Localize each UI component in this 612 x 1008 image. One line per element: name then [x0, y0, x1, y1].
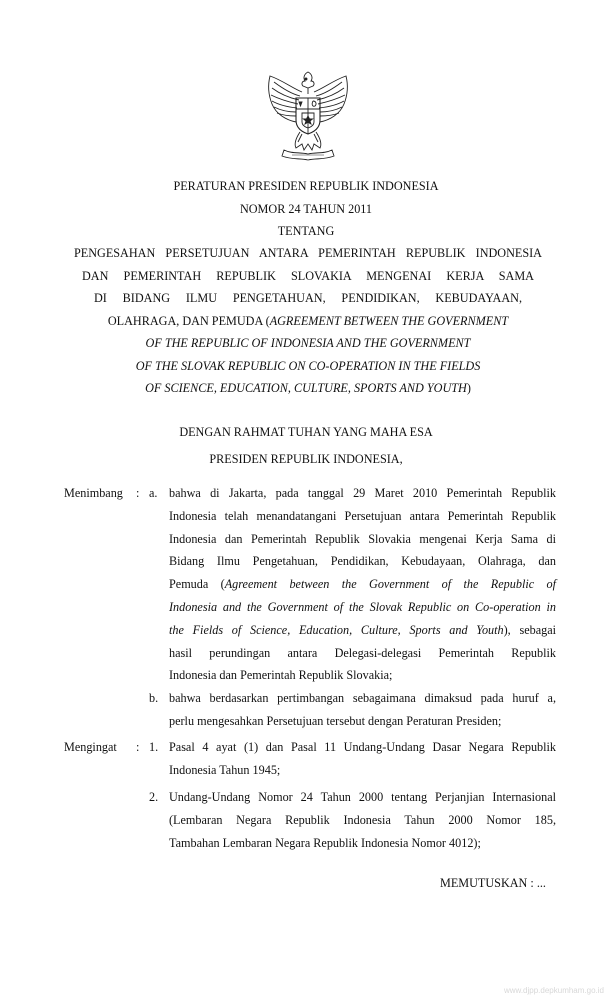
body-line: Indonesia Tahun 1945; — [169, 762, 281, 777]
subject-line: OF THE REPUBLIC OF INDONESIA AND THE GOVERNMENT — [145, 336, 471, 350]
body-line: Tambahan Lembaran Negara Republik Indonesia Nomor 4012); — [169, 835, 481, 850]
subject-text: ) — [466, 381, 471, 395]
body-text: ), sebagai — [503, 622, 556, 637]
subject-line — [86, 310, 530, 333]
section-label: Mengingat — [64, 740, 117, 754]
menimbang-item-a — [169, 482, 556, 687]
body-line: Pasal 4 ayat (1) dan Pasal 11 Undang-Undang Dasar Negara Republik — [169, 740, 556, 754]
body-line: (Lembaran Negara Republik Indonesia Tahun 2000 Nomor 185, — [169, 812, 556, 827]
subject-line — [74, 377, 542, 400]
body-line — [169, 619, 556, 642]
subject-english-text: OF SCIENCE, EDUCATION, CULTURE, SPORTS AND YOUTH — [145, 381, 467, 395]
title-line: PERATURAN PRESIDEN REPUBLIK INDONESIA — [173, 179, 439, 193]
item-marker: a. — [149, 486, 158, 500]
body-english-text: the Fields of Science, Education, Culture, Sports and Youth — [169, 622, 504, 637]
body-line: Bidang Ilmu Pengetahuan, Pendidikan, Kebudayaan, Olahraga, dan — [169, 554, 556, 569]
mengingat-item-2 — [169, 786, 556, 854]
mengingat-item-1 — [169, 736, 556, 782]
item-marker: 2. — [149, 790, 159, 804]
body-line: Indonesia telah menandatangani Persetujuan antara Pemerintah Republik — [169, 508, 556, 523]
subject-english-text: AGREEMENT BETWEEN THE GOVERNMENT — [269, 313, 509, 328]
subject-line: PENGESAHAN PERSETUJUAN ANTARA PEMERINTAH REPUBLIK INDONESIA — [74, 246, 542, 260]
title-tentang: TENTANG — [277, 224, 335, 238]
body-line: hasil perundingan antara Delegasi-delegasi Pemerintah Republik — [169, 645, 556, 660]
item-marker: 1. — [149, 740, 159, 754]
menimbang-item-b — [169, 687, 556, 733]
item-marker: b. — [149, 691, 159, 705]
watermark: www.djpp.depkumham.go.id — [503, 986, 604, 995]
subject-line: DI BIDANG ILMU PENGETAHUAN, PENDIDIKAN, KEBUDAYAAN, — [94, 291, 522, 305]
body-line: Indonesia dan Pemerintah Republik Slovakia mengenai Kerja Sama di — [169, 531, 556, 546]
subject-line: DAN PEMERINTAH REPUBLIK SLOVAKIA MENGENAI KERJA SAMA — [82, 268, 534, 283]
section-label: Menimbang — [64, 486, 123, 500]
garuda-emblem-icon — [262, 68, 354, 164]
subject-text: OLAHRAGA, DAN PEMUDA ( — [107, 313, 270, 328]
body-text: Pemuda ( — [169, 577, 225, 592]
body-line — [169, 573, 556, 596]
body-line: bahwa di Jakarta, pada tanggal 29 Maret 2010 Pemerintah Republik — [169, 486, 556, 500]
body-line: perlu mengesahkan Persetujuan tersebut dengan Peraturan Presiden; — [169, 713, 502, 728]
regulation-subject — [74, 242, 542, 400]
body-english-text: Agreement between the Government of the Republic of — [224, 577, 556, 592]
regulation-number: NOMOR 24 TAHUN 2011 — [239, 201, 373, 216]
continuation-text: MEMUTUSKAN : ... — [440, 876, 546, 890]
section-colon: : — [136, 486, 140, 500]
blessing-line: DENGAN RAHMAT TUHAN YANG MAHA ESA — [179, 425, 433, 439]
body-line: Indonesia dan Pemerintah Republik Slovakia; — [169, 668, 393, 683]
regulation-title — [40, 175, 572, 243]
body-line: Indonesia and the Government of the Slovak Republic on Co-operation in — [169, 599, 556, 614]
president-line: PRESIDEN REPUBLIK INDONESIA, — [209, 451, 403, 466]
body-line: bahwa berdasarkan pertimbangan sebagaimana dimaksud pada huruf a, — [169, 691, 556, 705]
subject-line: OF THE SLOVAK REPUBLIC ON CO-OPERATION IN THE FIELDS — [135, 358, 481, 373]
preamble — [40, 421, 572, 470]
body-line: Undang-Undang Nomor 24 Tahun 2000 tentang Perjanjian Internasional — [169, 790, 556, 804]
section-colon: : — [136, 740, 140, 754]
